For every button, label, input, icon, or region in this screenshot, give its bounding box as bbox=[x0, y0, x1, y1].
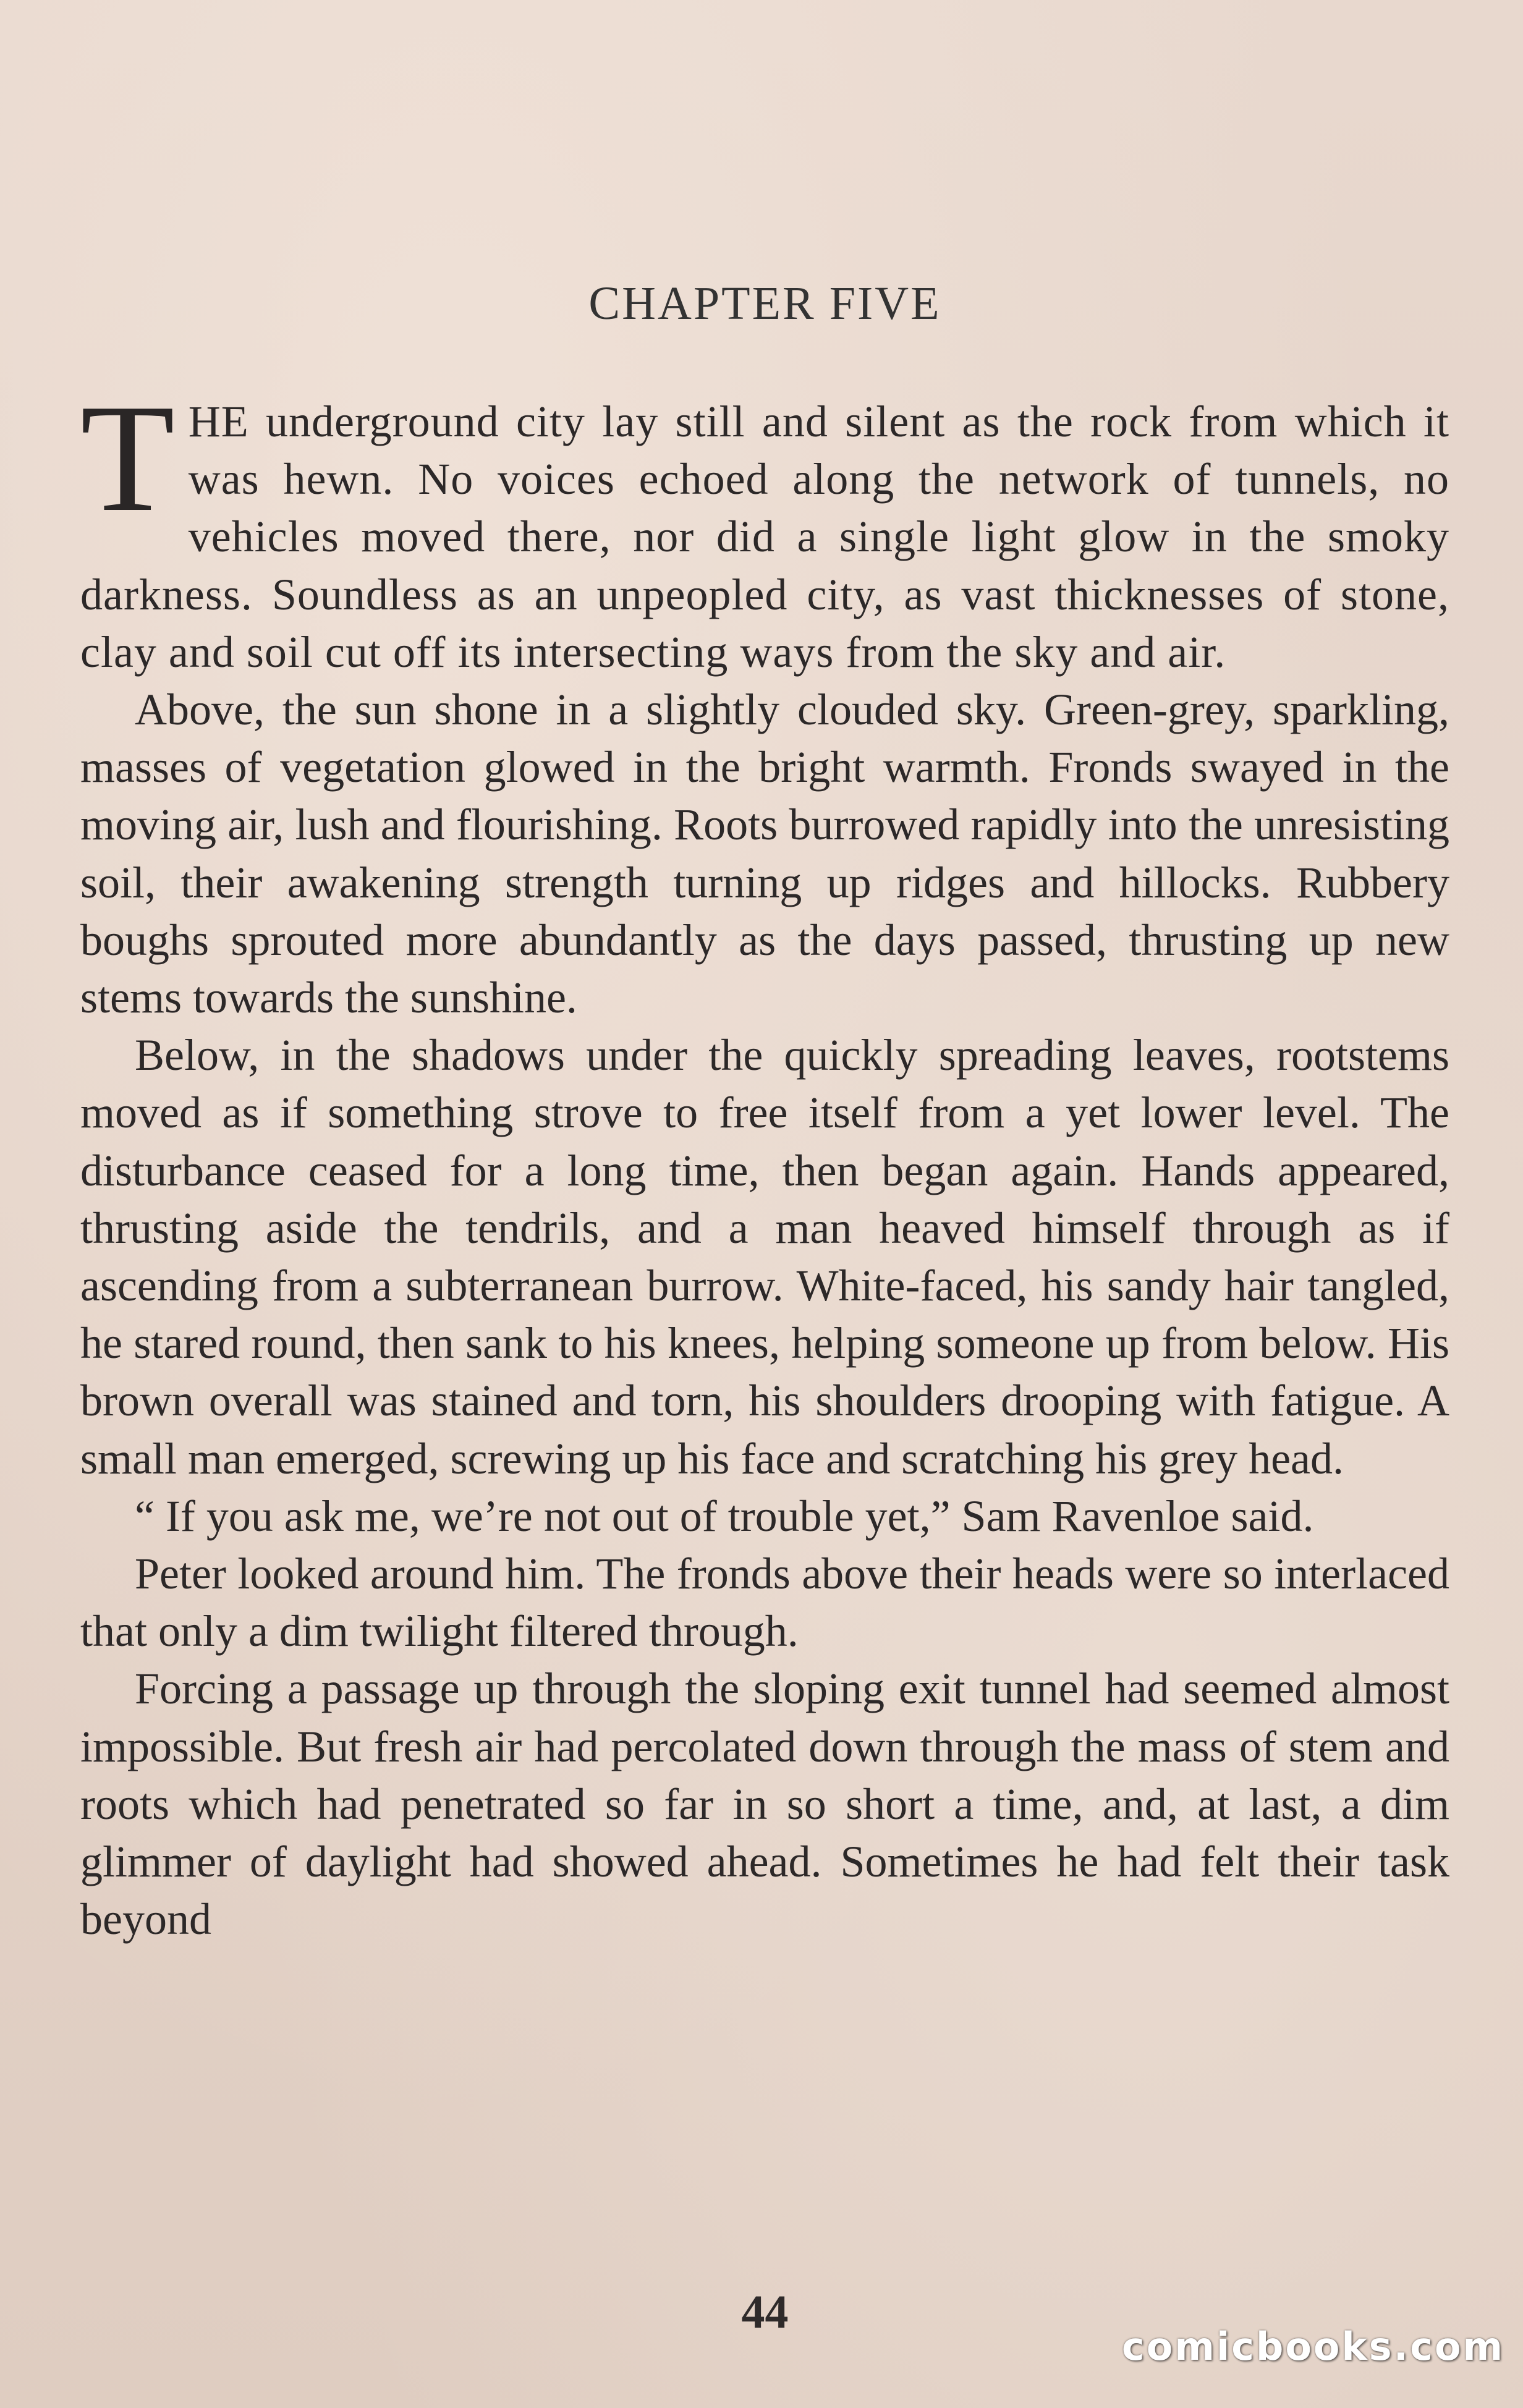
drop-cap: T bbox=[80, 373, 175, 544]
book-page bbox=[80, 0, 1449, 2408]
paragraph-1 bbox=[80, 373, 1449, 681]
paragraph-6: Forcing a passage up through the sloping exit tunnel had seemed almost impossible. But fresh air had percolated down through the mass of stem and roots which had penetrated so far in so short a time, and, at last, a dim glimmer of daylight had showed ahead. Sometimes he had felt their task beyond bbox=[80, 1664, 1449, 1944]
chapter-title: CHAPTER FIVE bbox=[588, 278, 941, 329]
paragraph-1-text: HE underground city lay still and silent as the rock from which it was hewn. No voices echoed along the network of tunnels, no vehicles moved there, nor did a single light glow in the smoky darkness. Soundless as an unpeopled city, as vast thicknesses of stone, clay and soil cut off its intersecting ways from the sky and air. bbox=[80, 397, 1449, 677]
watermark: comicbooks.com bbox=[1122, 2324, 1505, 2369]
paragraph-2: Above, the sun shone in a slightly clouded sky. Green-grey, sparkling, masses of vegetation glowed in the bright warmth. Fronds swayed in the moving air, lush and flourishing. Roots burrowed rapidly into the unresisting soil, their awakening strength turning up ridges and hillocks. Rubbery boughs sprouted more abundantly as the days passed, thrusting up new stems towards the sunshine. bbox=[80, 685, 1449, 1023]
page-number: 44 bbox=[741, 2286, 789, 2338]
body-text bbox=[80, 373, 1449, 1948]
paragraph-3: Below, in the shadows under the quickly spreading leaves, rootstems moved as if something strove to free itself from a yet lower level. The disturbance ceased for a long time, then began again. Hands appeared, thrusting aside the tendrils, and a man heaved himself through as if ascending from a subterranean burrow. White-faced, his sandy hair tangled, he stared round, then sank to his knees, helping someone up from below. His brown overall was stained and torn, his shoulders drooping with fatigue. A small man emerged, screwing up his face and scratching his grey head. bbox=[80, 1030, 1449, 1483]
paragraph-4: “ If you ask me, we’re not out of trouble yet,” Sam Ravenloe said. bbox=[135, 1491, 1314, 1541]
paragraph-5: Peter looked around him. The fronds above their heads were so interlaced that only a dim twilight filtered through. bbox=[80, 1549, 1449, 1656]
